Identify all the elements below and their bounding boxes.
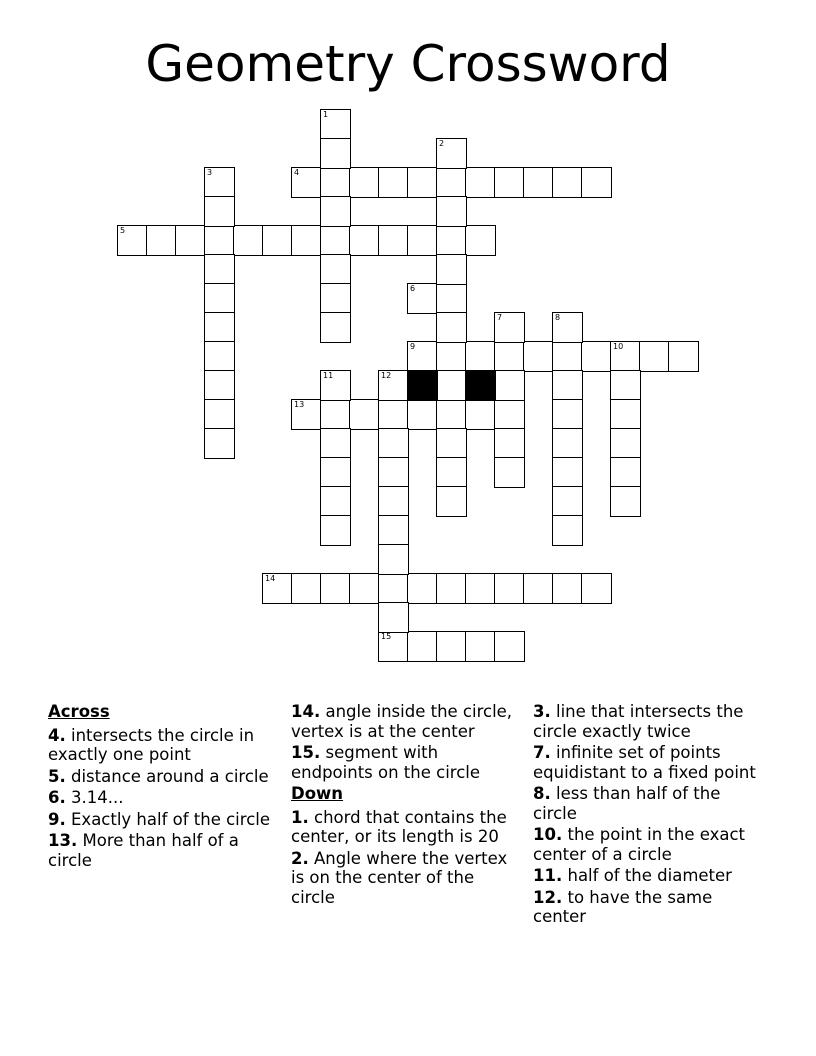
crossword-cell[interactable] (553, 342, 582, 371)
crossword-cell[interactable] (495, 574, 524, 603)
crossword-cell[interactable] (611, 371, 640, 400)
crossword-cell[interactable] (147, 226, 176, 255)
crossword-cell[interactable] (611, 487, 640, 516)
crossword-cell[interactable] (437, 197, 466, 226)
crossword-cell[interactable] (263, 226, 292, 255)
clue-across-14: 14. angle inside the circle, vertex is at the center (291, 702, 513, 741)
crossword-cell[interactable] (466, 574, 495, 603)
crossword-cell[interactable] (466, 168, 495, 197)
crossword-cell[interactable] (582, 168, 611, 197)
crossword-cell[interactable] (495, 371, 524, 400)
crossword-cell[interactable] (205, 284, 234, 313)
crossword-cell[interactable] (205, 429, 234, 458)
crossword-cell[interactable] (321, 458, 350, 487)
cell-number: 6 (410, 284, 416, 293)
crossword-cell[interactable] (408, 574, 437, 603)
crossword-cell[interactable] (553, 574, 582, 603)
clue-down-7: 7. infinite set of points equidistant to a fixed point (533, 743, 756, 782)
crossword-cell[interactable] (350, 168, 379, 197)
crossword-cell[interactable] (379, 458, 408, 487)
crossword-cell[interactable] (321, 139, 350, 168)
crossword-cell[interactable] (379, 632, 408, 661)
crossword-cell[interactable] (350, 226, 379, 255)
clue-down-2: 2. Angle where the vertex is on the center of the circle (291, 848, 508, 907)
crossword-cell[interactable] (466, 226, 495, 255)
crossword-cell[interactable] (437, 139, 466, 168)
shaded-square (466, 371, 495, 400)
page-title: Geometry Crossword (145, 35, 671, 93)
crossword-cell[interactable] (379, 429, 408, 458)
cell-number: 8 (555, 313, 561, 322)
crossword-cell[interactable] (205, 168, 234, 197)
crossword-cell[interactable] (466, 400, 495, 429)
crossword-cell[interactable] (408, 342, 437, 371)
crossword-cell[interactable] (495, 313, 524, 342)
crossword-cell[interactable] (350, 574, 379, 603)
crossword-cell[interactable] (321, 313, 350, 342)
shaded-square (408, 371, 437, 400)
crossword-cell[interactable] (379, 603, 408, 632)
crossword-cell[interactable] (437, 458, 466, 487)
crossword-cell[interactable] (495, 400, 524, 429)
crossword-cell[interactable] (553, 516, 582, 545)
clue-down-11: 11. half of the diameter (533, 866, 732, 885)
crossword-cell[interactable] (379, 226, 408, 255)
clue-across-5: 5. distance around a circle (48, 766, 269, 786)
crossword-cell[interactable] (234, 226, 263, 255)
crossword-cell[interactable] (350, 400, 379, 429)
crossword-cell[interactable] (611, 429, 640, 458)
crossword-cell[interactable] (437, 313, 466, 342)
crossword-cell[interactable] (321, 371, 350, 400)
crossword-cell[interactable] (292, 168, 321, 197)
crossword-cell[interactable] (553, 487, 582, 516)
crossword-cell[interactable] (437, 255, 466, 284)
crossword-cell[interactable] (408, 168, 437, 197)
cell-number: 2 (439, 139, 445, 148)
crossword-cell[interactable] (495, 429, 524, 458)
clue-across-6: 6. 3.14... (48, 788, 124, 807)
cell-number: 5 (120, 226, 126, 235)
crossword-cell[interactable] (582, 574, 611, 603)
crossword-cell[interactable] (553, 371, 582, 400)
crossword-cell[interactable] (582, 342, 611, 371)
crossword-cell[interactable] (437, 632, 466, 661)
crossword-cell[interactable] (205, 400, 234, 429)
crossword-cell[interactable] (205, 313, 234, 342)
clue-across-4: 4. intersects the circle in exactly one point (48, 725, 255, 764)
crossword-cell[interactable] (321, 168, 350, 197)
clue-down-3: 3. line that intersects the circle exactly twice (533, 702, 744, 741)
crossword-cell[interactable] (408, 632, 437, 661)
down-heading: Down (291, 784, 344, 803)
crossword-cell[interactable] (437, 371, 466, 400)
crossword-cell[interactable] (553, 400, 582, 429)
crossword-cell[interactable] (524, 342, 553, 371)
clue-down-10: 10. the point in the exact center of a circle (533, 825, 746, 864)
crossword-cell[interactable] (524, 168, 553, 197)
crossword-cell[interactable] (495, 168, 524, 197)
crossword-cell[interactable] (321, 487, 350, 516)
crossword-cell[interactable] (495, 458, 524, 487)
crossword-cell[interactable] (611, 400, 640, 429)
crossword-cell[interactable] (553, 313, 582, 342)
cell-number: 13 (294, 400, 305, 409)
crossword-cell[interactable] (437, 168, 466, 197)
crossword-cell[interactable] (379, 574, 408, 603)
clue-down-8: 8. less than half of the circle (533, 784, 721, 823)
crossword-cell[interactable] (321, 284, 350, 313)
crossword-cell[interactable] (466, 342, 495, 371)
clue-across-13: 13. More than half of a circle (48, 831, 239, 870)
crossword-cell[interactable] (379, 371, 408, 400)
crossword-cell[interactable] (321, 226, 350, 255)
across-heading: Across (48, 702, 110, 721)
crossword-cell[interactable] (379, 487, 408, 516)
crossword-cell[interactable] (205, 197, 234, 226)
crossword-cell[interactable] (292, 226, 321, 255)
crossword-cell[interactable] (379, 545, 408, 574)
crossword-cell[interactable] (205, 342, 234, 371)
cell-number: 7 (497, 313, 503, 322)
cell-number: 12 (381, 371, 392, 380)
crossword-cell[interactable] (408, 400, 437, 429)
crossword-cell[interactable] (437, 226, 466, 255)
crossword-cell[interactable] (553, 168, 582, 197)
crossword-cell[interactable] (437, 574, 466, 603)
cell-number: 4 (294, 168, 300, 177)
crossword-cell[interactable] (611, 458, 640, 487)
crossword-cell[interactable] (437, 400, 466, 429)
crossword-cell[interactable] (292, 574, 321, 603)
crossword-cell[interactable] (437, 284, 466, 313)
clue-across-9: 9. Exactly half of the circle (48, 809, 270, 829)
crossword-cell[interactable] (408, 226, 437, 255)
cell-number: 15 (381, 632, 392, 641)
cell-number: 1 (323, 110, 329, 119)
crossword-cell[interactable] (321, 110, 350, 139)
clue-down-1: 1. chord that contains the center, or its length is 20 (291, 807, 507, 846)
crossword-cell[interactable] (205, 226, 234, 255)
crossword-cell[interactable] (611, 342, 640, 371)
crossword-cell[interactable] (379, 400, 408, 429)
cell-number: 11 (323, 371, 334, 380)
clue-column-1 (48, 702, 280, 872)
crossword-cell[interactable] (495, 342, 524, 371)
crossword-cell[interactable] (379, 516, 408, 545)
crossword-cell[interactable] (553, 458, 582, 487)
crossword-cell[interactable] (321, 197, 350, 226)
cell-number: 3 (207, 168, 213, 177)
crossword-cell[interactable] (321, 255, 350, 284)
crossword-cell[interactable] (176, 226, 205, 255)
crossword-cell[interactable] (321, 400, 350, 429)
crossword-cell[interactable] (437, 487, 466, 516)
crossword-cell[interactable] (669, 342, 698, 371)
crossword-cell[interactable] (263, 574, 292, 603)
crossword-cell[interactable] (321, 429, 350, 458)
cell-number: 10 (613, 342, 624, 351)
cell-number: 14 (265, 574, 276, 583)
crossword-cell[interactable] (292, 400, 321, 429)
crossword-cell[interactable] (553, 429, 582, 458)
crossword-cell[interactable] (321, 516, 350, 545)
crossword-cell[interactable] (524, 574, 553, 603)
crossword-cell[interactable] (495, 632, 524, 661)
cell-number: 9 (410, 342, 416, 351)
crossword-cell[interactable] (466, 632, 495, 661)
crossword-cell[interactable] (118, 226, 147, 255)
crossword-cell[interactable] (408, 284, 437, 313)
crossword-cell[interactable] (437, 429, 466, 458)
clue-column-3 (533, 702, 765, 929)
crossword-cell[interactable] (437, 342, 466, 371)
crossword-cell[interactable] (205, 371, 234, 400)
clue-column-2 (291, 702, 523, 909)
crossword-cell[interactable] (640, 342, 669, 371)
clue-across-15: 15. segment with endpoints on the circle (291, 743, 481, 782)
clue-down-12: 12. to have the same center (533, 887, 713, 926)
crossword-cell[interactable] (205, 255, 234, 284)
crossword-cell[interactable] (379, 168, 408, 197)
crossword-cell[interactable] (321, 574, 350, 603)
